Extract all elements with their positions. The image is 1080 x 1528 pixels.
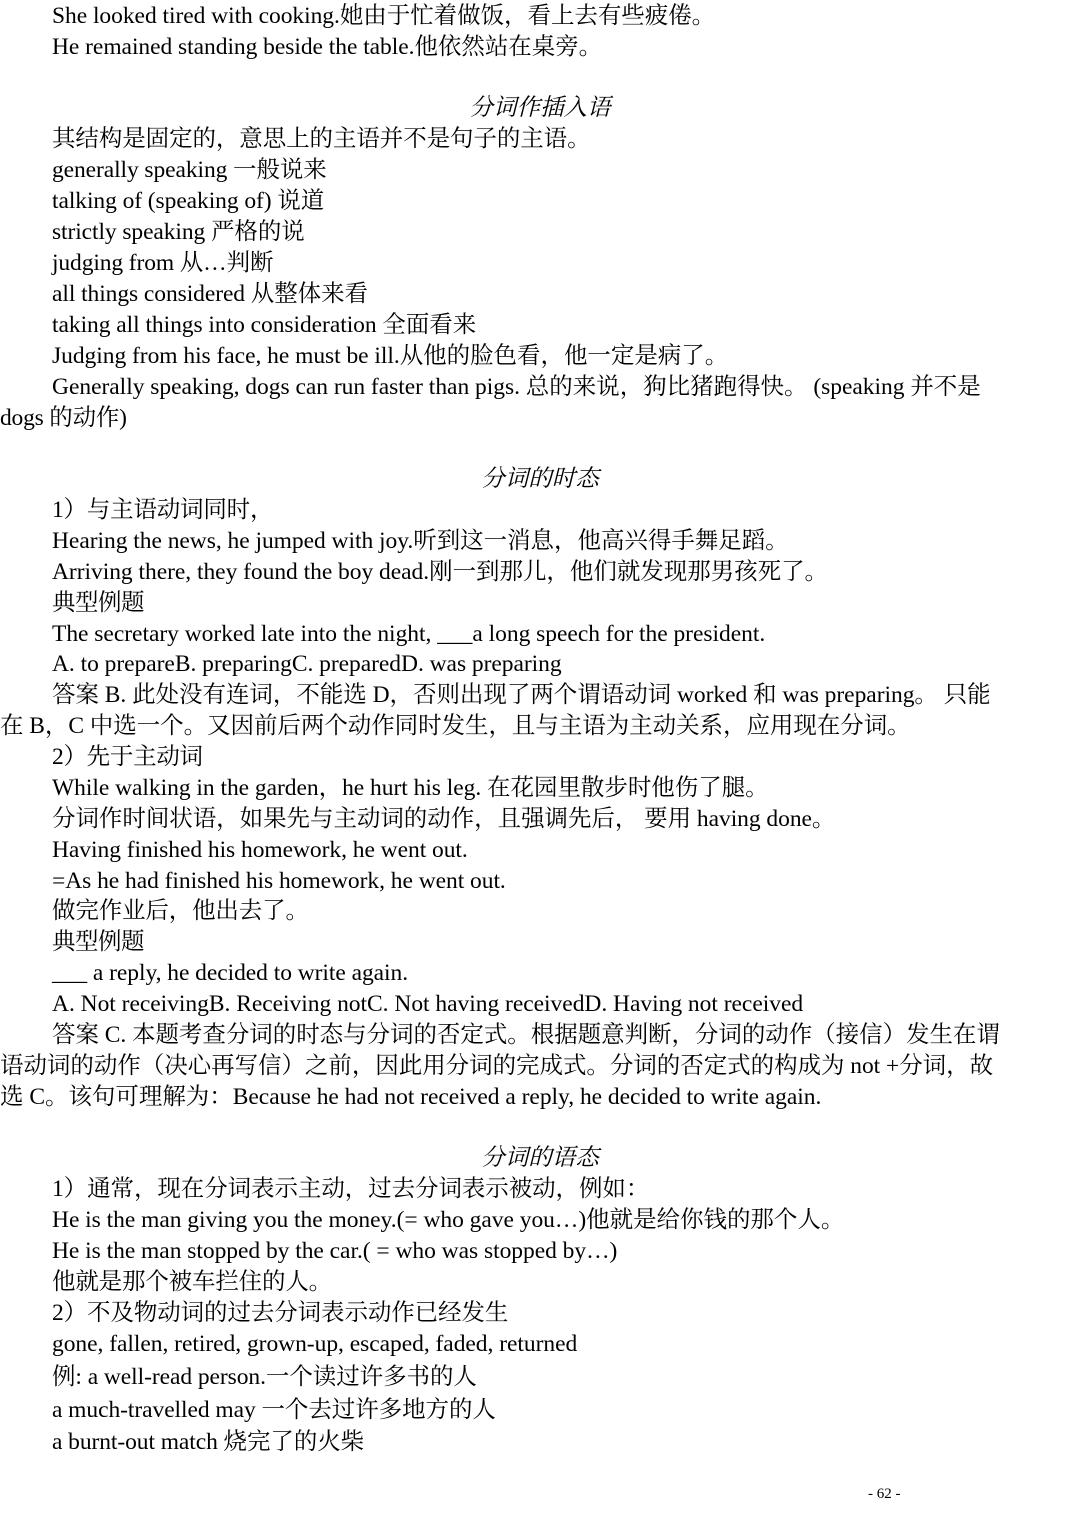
text-line: talking of (speaking of) 说道 — [52, 188, 325, 214]
text-line: Judging from his face, he must be ill.从他的脸色看，他一定是病了。 — [52, 343, 729, 369]
section-heading: 分词的时态 — [481, 466, 599, 492]
section-heading: 分词的语态 — [481, 1145, 599, 1171]
text-line: 在 B，C 中选一个。又因前后两个动作同时发生，且与主语为主动关系，应用现在分词。 — [0, 713, 911, 739]
text-line: 选 C。该句可理解为：Because he had not received a reply, he decided to write again. — [0, 1084, 822, 1110]
text-line: 他就是那个被车拦住的人。 — [52, 1269, 332, 1295]
text-line: He remained standing beside the table.他依然站在桌旁。 — [52, 34, 603, 60]
text-line: She looked tired with cooking.她由于忙着做饭，看上去有些疲倦。 — [52, 3, 716, 29]
text-line: gone, fallen, retired, grown-up, escaped, faded, returned — [52, 1331, 578, 1357]
text-line: taking all things into consideration 全面看来 — [52, 312, 477, 338]
text-line: =As he had finished his homework, he went out. — [52, 868, 506, 894]
section-heading: 分词作插入语 — [469, 95, 611, 121]
text-line: ___ a reply, he decided to write again. — [52, 960, 409, 986]
text-line: 答案 B. 此处没有连词，不能选 D，否则出现了两个谓语动词 worked 和 was preparing。 只能 — [52, 682, 991, 708]
page-number: - 62 - — [868, 1486, 901, 1502]
text-line: He is the man giving you the money.(= who gave you…)他就是给你钱的那个人。 — [52, 1207, 845, 1233]
text-line: all things considered 从整体来看 — [52, 281, 368, 307]
text-line: 例: a well-read person.一个读过许多书的人 — [52, 1364, 477, 1390]
text-line: 1）与主语动词同时， — [52, 497, 274, 523]
text-line: a much-travelled may 一个去过许多地方的人 — [52, 1397, 496, 1423]
text-line: Generally speaking, dogs can run faster than pigs. 总的来说，狗比猪跑得快。 (speaking 并不是 — [52, 374, 981, 400]
text-line: A. Not receivingB. Receiving notC. Not having receivedD. Having not received — [52, 991, 804, 1017]
text-line: judging from 从…判断 — [52, 250, 274, 276]
text-line: dogs 的动作) — [0, 405, 127, 431]
text-line: 答案 C. 本题考查分词的时态与分词的否定式。根据题意判断，分词的动作（接信）发生在谓 — [52, 1022, 1000, 1048]
text-line: 其结构是固定的，意思上的主语并不是句子的主语。 — [52, 126, 591, 152]
text-line: 典型例题 — [52, 590, 144, 616]
text-line: a burnt-out match 烧完了的火柴 — [52, 1429, 365, 1455]
text-line: Having finished his homework, he went out. — [52, 837, 468, 863]
text-line: strictly speaking 严格的说 — [52, 219, 305, 245]
text-line: 2）先于主动词 — [52, 744, 203, 770]
text-line: 2）不及物动词的过去分词表示动作已经发生 — [52, 1300, 509, 1326]
text-line: Hearing the news, he jumped with joy.听到这一消息，他高兴得手舞足蹈。 — [52, 528, 789, 554]
text-line: Arriving there, they found the boy dead.刚一到那儿，他们就发现那男孩死了。 — [52, 559, 829, 585]
text-line: generally speaking 一般说来 — [52, 157, 327, 183]
text-line: 典型例题 — [52, 929, 144, 955]
text-line: The secretary worked late into the night, ___a long speech for the president. — [52, 621, 766, 647]
text-line: 分词作时间状语，如果先与主动词的动作，且强调先后， 要用 having done。 — [52, 806, 836, 832]
text-line: 做完作业后，他出去了。 — [52, 898, 309, 924]
text-line: A. to prepareB. preparingC. preparedD. was preparing — [52, 651, 562, 677]
text-line: While walking in the garden，he hurt his leg. 在花园里散步时他伤了腿。 — [52, 775, 769, 801]
text-line: 语动词的动作（决心再写信）之前，因此用分词的完成式。分词的否定式的构成为 not +分词，故 — [0, 1053, 994, 1079]
text-line: He is the man stopped by the car.( = who was stopped by…) — [52, 1238, 618, 1264]
text-line: 1）通常，现在分词表示主动，过去分词表示被动，例如： — [52, 1176, 650, 1202]
